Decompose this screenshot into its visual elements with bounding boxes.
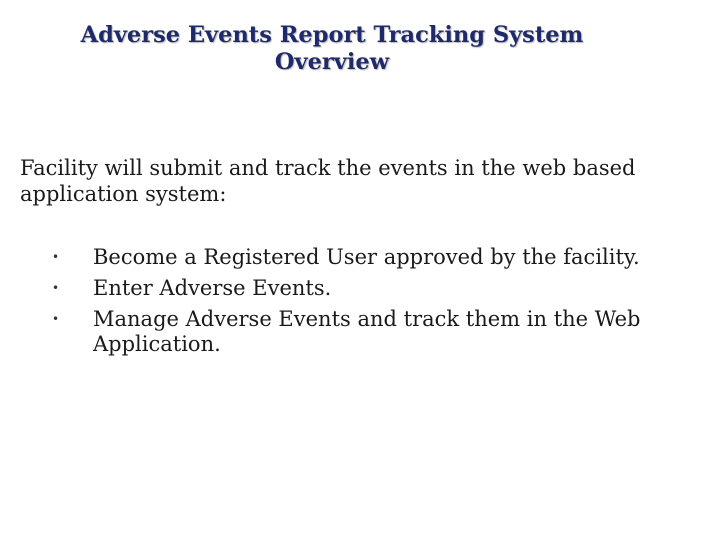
title-line-2: Overview — [274, 49, 390, 75]
bullet-text: Become a Registered User approved by the facility. — [93, 245, 640, 269]
bullet-item — [52, 307, 712, 357]
slide-title — [40, 22, 624, 76]
bullet-text: Enter Adverse Events. — [93, 276, 332, 300]
bullet-text: Manage Adverse Events and track them in the Web Application. — [93, 307, 641, 356]
bullet-item — [52, 245, 712, 270]
title-line-1: Adverse Events Report Tracking System — [80, 22, 584, 48]
bullet-dot-icon: • — [52, 312, 60, 326]
bullet-list — [52, 245, 712, 363]
bullet-dot-icon: • — [52, 281, 60, 295]
bullet-item — [52, 276, 712, 301]
bullet-dot-icon: • — [52, 250, 60, 264]
intro-paragraph: Facility will submit and track the events in the web based application system: — [20, 156, 636, 206]
